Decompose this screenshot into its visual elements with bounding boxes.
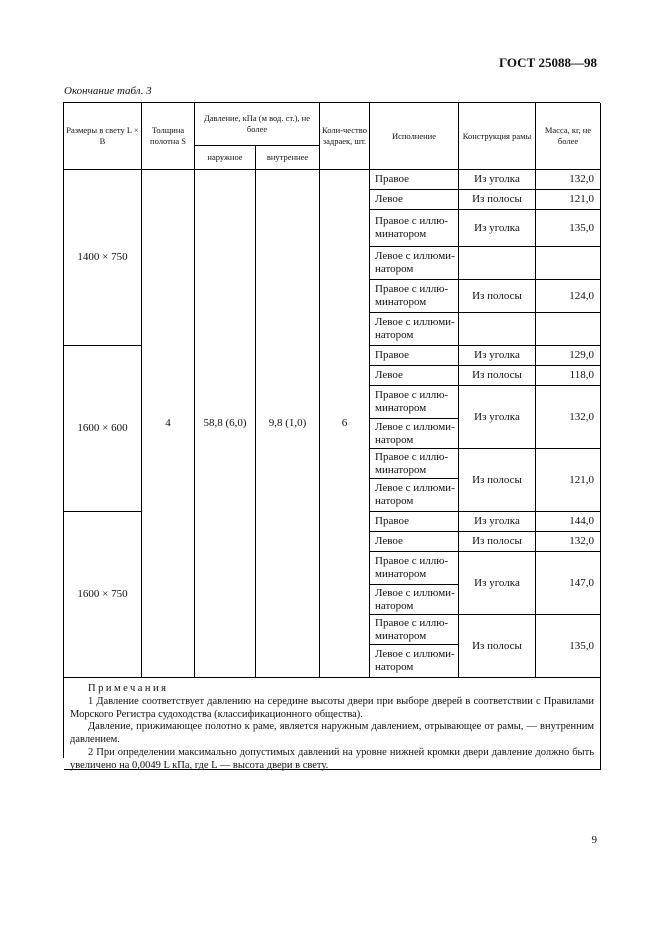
- mass-cell: 135,0: [536, 210, 601, 247]
- note-1: 1 Давление соответствует давлению на середине высоты двери при выборе дверей в соответствии с Правилами Морского Регистра судоходства (классификационного общества).: [70, 695, 594, 720]
- version-cell: Левое с иллюми-натором: [370, 313, 459, 346]
- count-cell: 6: [320, 170, 370, 678]
- version-cell: Правое с иллю-минатором: [370, 552, 459, 585]
- note-1b: Давление, прижимающее полотно к раме, является наружным давлением, отрывающее от рамы, — внутренним давлением.: [70, 721, 594, 746]
- version-cell: Левое: [370, 366, 459, 386]
- mass-cell: 118,0: [536, 366, 601, 386]
- frame-cell: Из уголка: [459, 512, 536, 532]
- mass-cell: 121,0: [536, 449, 601, 512]
- version-cell: Правое: [370, 512, 459, 532]
- header-outer: наружное: [195, 146, 256, 170]
- mass-cell: 147,0: [536, 552, 601, 615]
- frame-cell: Из уголка: [459, 552, 536, 615]
- version-cell: Правое: [370, 346, 459, 366]
- version-cell: Левое с иллюми-натором: [370, 585, 459, 615]
- header-count: Коли-чество задраек, шт.: [320, 103, 370, 170]
- version-cell: Левое с иллюми-натором: [370, 419, 459, 449]
- mass-cell: 132,0: [536, 532, 601, 552]
- header-mass: Масса, кг, не более: [536, 103, 601, 170]
- version-cell: Правое с иллю-минатором: [370, 615, 459, 645]
- mass-cell: 121,0: [536, 190, 601, 210]
- outer-pressure-cell: 58,8 (6,0): [195, 170, 256, 678]
- version-cell: Правое с иллю-минатором: [370, 280, 459, 313]
- frame-cell: Из уголка: [459, 346, 536, 366]
- frame-cell: Из полосы: [459, 615, 536, 678]
- frame-cell: Из уголка: [459, 386, 536, 449]
- frame-cell: Из уголка: [459, 170, 536, 190]
- header-inner: внутреннее: [256, 146, 320, 170]
- header-frame: Конструкция рамы: [459, 103, 536, 170]
- version-cell: Левое с иллюми-натором: [370, 479, 459, 512]
- mass-cell: 144,0: [536, 512, 601, 532]
- frame-cell: Из полосы: [459, 449, 536, 512]
- frame-cell: [459, 247, 536, 280]
- version-cell: Левое с иллюми-натором: [370, 645, 459, 678]
- thickness-cell: 4: [142, 170, 195, 678]
- version-cell: Правое с иллю-минатором: [370, 210, 459, 247]
- inner-pressure-cell: 9,8 (1,0): [256, 170, 320, 678]
- mass-cell: 132,0: [536, 170, 601, 190]
- version-cell: Правое с иллю-минатором: [370, 386, 459, 419]
- notes-title: Примечания: [88, 683, 169, 694]
- frame-cell: Из полосы: [459, 532, 536, 552]
- mass-cell: 129,0: [536, 346, 601, 366]
- frame-cell: [459, 313, 536, 346]
- mass-cell: 132,0: [536, 386, 601, 449]
- header-size: Размеры в свету L × B: [64, 103, 142, 170]
- standard-number: ГОСТ 25088—98: [498, 55, 597, 70]
- table-caption: Окончание табл. 3: [64, 85, 152, 97]
- size-cell: 1400 × 750: [64, 170, 142, 346]
- mass-cell: [536, 247, 601, 280]
- size-cell: 1600 × 750: [64, 512, 142, 678]
- note-2: 2 При определении максимально допустимых давлений на уровне нижней кромки двери давление должно быть увеличено на 0,0049 L кПа, где L — высота двери в свету.: [70, 746, 594, 771]
- mass-cell: [536, 313, 601, 346]
- version-cell: Правое: [370, 170, 459, 190]
- frame-cell: Из уголка: [459, 210, 536, 247]
- header-pressure: Давление, кПа (м вод. ст.), не более: [195, 103, 320, 146]
- version-cell: Левое: [370, 190, 459, 210]
- version-cell: Левое: [370, 532, 459, 552]
- frame-cell: Из полосы: [459, 190, 536, 210]
- frame-cell: Из полосы: [459, 366, 536, 386]
- specs-table: [63, 102, 600, 771]
- version-cell: Правое с иллю-минатором: [370, 449, 459, 479]
- size-cell: 1600 × 600: [64, 346, 142, 512]
- table-notes: [64, 678, 601, 770]
- mass-cell: 135,0: [536, 615, 601, 678]
- page-number: 9: [591, 834, 597, 846]
- mass-cell: 124,0: [536, 280, 601, 313]
- header-version: Исполнение: [370, 103, 459, 170]
- frame-cell: Из полосы: [459, 280, 536, 313]
- header-thickness: Толщина полотна S: [142, 103, 195, 170]
- version-cell: Левое с иллюми-натором: [370, 247, 459, 280]
